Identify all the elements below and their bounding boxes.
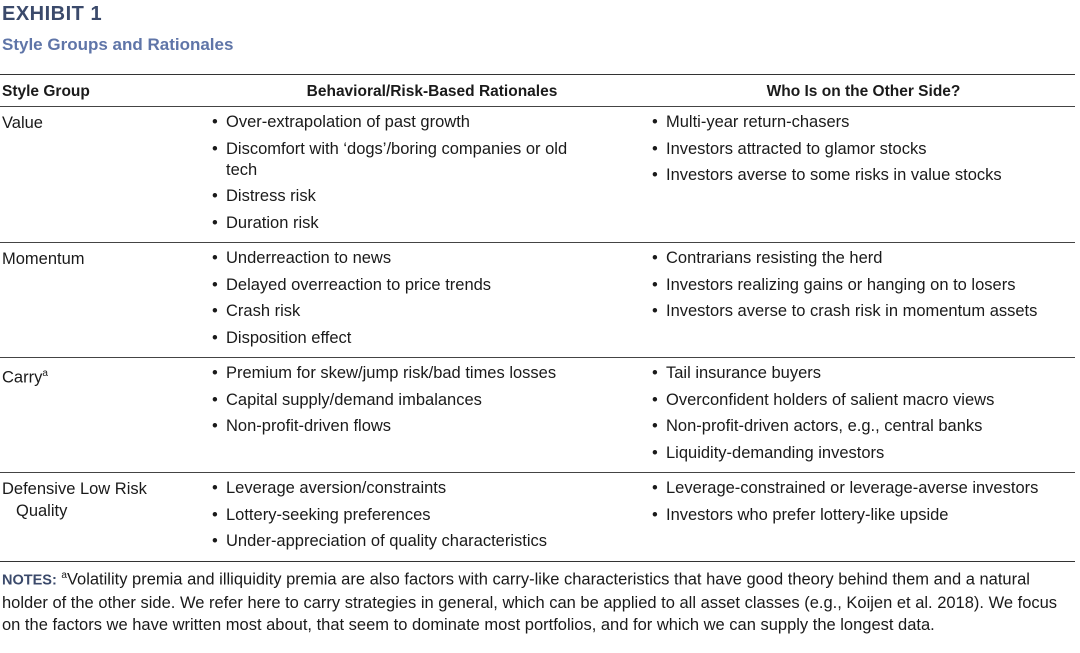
style-group-momentum: Momentum	[2, 250, 85, 268]
style-group-carry: Carry$^a$	[2, 368, 48, 387]
list-item: • Delayed overreaction to price trends	[212, 275, 652, 296]
notes-label: NOTES:	[2, 572, 57, 589]
list-item: • Overconfident holders of salient macro views	[652, 390, 1075, 411]
footnote-marker: a	[61, 570, 67, 581]
list-item: • Distress risk	[212, 186, 652, 207]
list-item: • Contrarians resisting the herd	[652, 248, 1075, 269]
style-group-defensive: Defensive Low Risk Quality	[2, 480, 147, 520]
other-side-list	[652, 112, 1075, 186]
list-item: • Disposition effect	[212, 328, 652, 349]
list-item: • Discomfort with ‘dogs’/boring companies or old tech	[212, 139, 571, 181]
exhibit-label: EXHIBIT 1	[2, 3, 103, 25]
list-item: • Tail insurance buyers	[652, 363, 1075, 384]
exhibit-title: Style Groups and Rationales	[2, 35, 234, 54]
list-item: • Investors averse to some risks in value stocks	[652, 165, 1075, 186]
notes	[2, 565, 1072, 636]
list-item: • Leverage-constrained or leverage-averse investors	[652, 478, 1075, 499]
table-row-momentum	[0, 243, 1075, 358]
table-header-row	[0, 75, 1075, 107]
notes-text: Volatility premia and illiquidity premia are also factors with carry-like characteristics that have good theory behind them and a natural holder of the other side. We refer here to carry strategies in general, which can be applied to all asset classes (e.g., Koijen et al. 2018). We focus on the factors we have written most about, that seem to dominate most portfolios, and for which we can supply the longest data.	[2, 570, 1058, 634]
list-item: • Non-profit-driven actors, e.g., central banks	[652, 416, 1075, 437]
list-item: • Capital supply/demand imbalances	[212, 390, 652, 411]
list-item: • Lottery-seeking preferences	[212, 505, 652, 526]
list-item: • Premium for skew/jump risk/bad times losses	[212, 363, 652, 384]
list-item: • Investors who prefer lottery-like upside	[652, 505, 1075, 526]
list-item: • Investors realizing gains or hanging on to losers	[652, 275, 1075, 296]
list-item: • Over-extrapolation of past growth	[212, 112, 652, 133]
rationales-list	[212, 363, 652, 437]
other-side-list	[652, 363, 1075, 464]
list-item: • Non-profit-driven flows	[212, 416, 652, 437]
column-header-other-side: Who Is on the Other Side?	[652, 75, 1075, 107]
rationales-list	[212, 478, 652, 552]
column-header-rationales: Behavioral/Risk-Based Rationales	[212, 75, 652, 107]
other-side-list	[652, 478, 1075, 526]
style-groups-table	[0, 74, 1075, 562]
list-item: • Duration risk	[212, 213, 652, 234]
list-item: • Underreaction to news	[212, 248, 652, 269]
list-item: • Under-appreciation of quality characteristics	[212, 531, 652, 552]
table-row-defensive	[0, 473, 1075, 562]
rationales-list	[212, 112, 652, 234]
table-row-carry	[0, 358, 1075, 473]
list-item: • Liquidity-demanding investors	[652, 443, 1075, 464]
column-header-style-group: Style Group	[0, 75, 212, 107]
table-row-value	[0, 107, 1075, 243]
other-side-list	[652, 248, 1075, 322]
style-group-value: Value	[2, 114, 43, 132]
list-item: • Multi-year return-chasers	[652, 112, 1075, 133]
list-item: • Crash risk	[212, 301, 652, 322]
footnote-marker: a	[42, 368, 48, 379]
list-item: • Leverage aversion/constraints	[212, 478, 652, 499]
list-item: • Investors averse to crash risk in momentum assets	[652, 301, 1075, 322]
list-item: • Investors attracted to glamor stocks	[652, 139, 1075, 160]
rationales-list	[212, 248, 652, 349]
